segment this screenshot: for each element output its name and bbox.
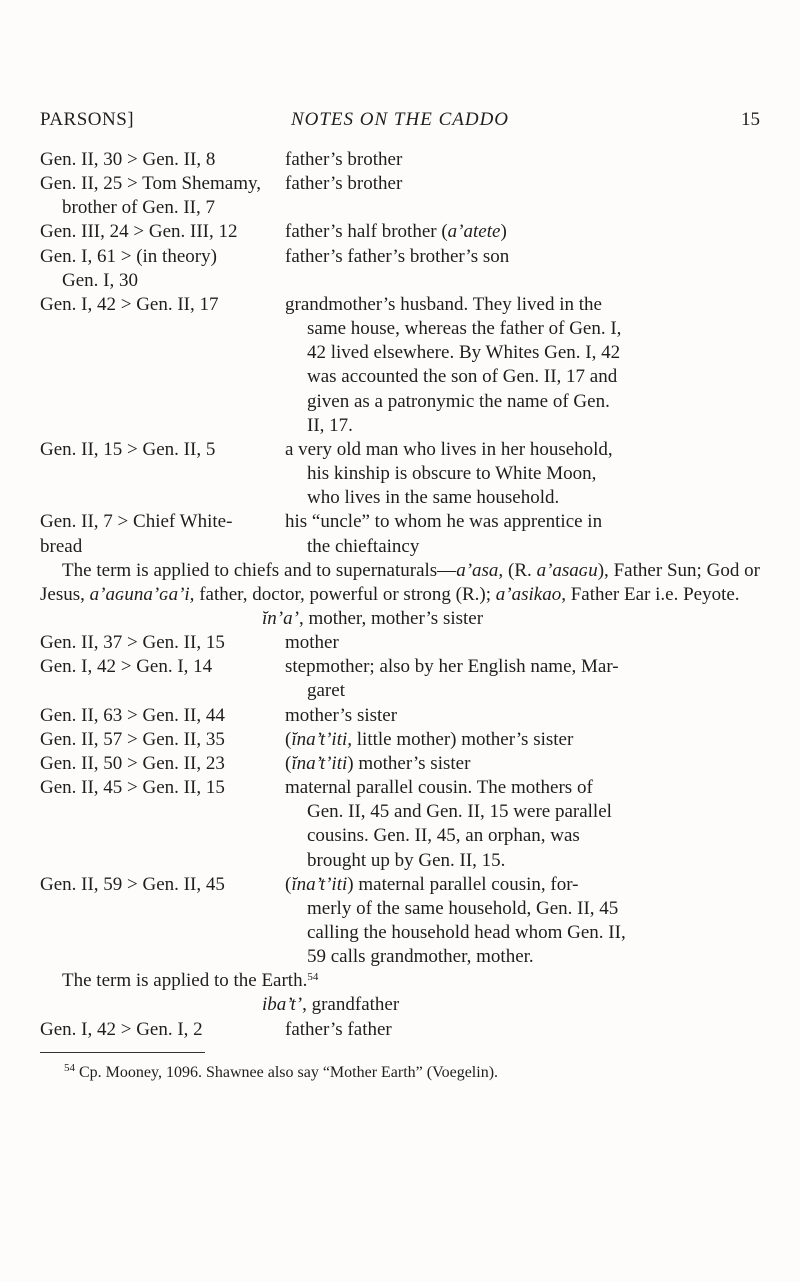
kin-gloss: a very old man who lives in her household, his kinship is obscure to White Moon, who lives in the same household. [285,438,613,509]
kin-gloss-cont: the chieftaincy [307,535,420,557]
kin-entry [40,220,760,244]
genealogy-ref: Gen. II, 45 > Gen. II, 15 [40,777,225,799]
page-number: 15 [741,109,760,130]
genealogy-ref: Gen. II, 7 > Chief White- [40,511,233,533]
paragraph-chiefs: The term is applied to chiefs and to supernaturals—a’asa, (R. a’asaɢu), Father Sun; God or Jesus, a’aɢuna’ɢa’i, father, doctor, powerful or strong (R.); a’asikao, Father Ear i.e. Peyote. [40,559,760,605]
kin-entry-continuation [40,269,760,293]
genealogy-ref: Gen. I, 42 > Gen. I, 14 [40,656,213,678]
running-head-title: NOTES ON THE CADDO [290,109,510,130]
kin-gloss: his “uncle” to whom he was apprentice in [285,511,603,533]
kin-entry [40,245,760,269]
kin-entry [40,728,760,752]
running-head-author: PARSONS] [40,109,135,130]
kin-entry [40,293,760,438]
genealogy-ref: Gen. II, 59 > Gen. II, 45 [40,873,225,895]
kin-entry [40,510,760,534]
caddo-term: iba’t’ [262,994,303,1016]
caddo-term: a’asikao, [495,583,566,605]
kinship-entries [40,148,760,1042]
footnote-ref[interactable]: 54 [307,971,319,984]
kin-gloss: mother’s sister [285,704,398,726]
term-heading: iba’t’, grandfather [262,994,400,1016]
genealogy-ref: Gen. III, 24 > Gen. III, 12 [40,221,238,243]
genealogy-ref: Gen. II, 50 > Gen. II, 23 [40,752,225,774]
genealogy-ref-cont: Gen. I, 30 [62,269,138,291]
genealogy-ref: Gen. II, 63 > Gen. II, 44 [40,704,225,726]
kin-entry [40,1018,760,1042]
footnote-number: 54 [64,1062,75,1074]
genealogy-ref-cont: brother of Gen. II, 7 [62,197,216,219]
genealogy-ref-cont: bread [40,535,83,557]
footnote [64,1063,498,1083]
kin-gloss: grandmother’s husband. They lived in the same house, whereas the father of Gen. I, 42 lived elsewhere. By Whites Gen. I, 42 was accounted the son of Gen. II, 17 and given as a patronymic the name of Gen. II, 17. [285,293,622,436]
genealogy-ref: Gen. I, 61 > (in theory) [40,245,217,267]
kin-entry-continuation [40,196,760,220]
kin-entry [40,704,760,728]
kin-gloss: (ĭna’t’iti, little mother) mother’s sister [285,728,574,750]
footnote-text: Cp. Mooney, 1096. Shawnee also say “Mother Earth” (Voegelin). [75,1064,499,1081]
kin-gloss: father’s brother [285,149,403,170]
genealogy-ref: Gen. II, 15 > Gen. II, 5 [40,438,216,460]
paragraph-earth: The term is applied to the Earth.$^{54}$ [62,970,319,992]
footnote-rule [40,1052,205,1053]
genealogy-ref: Gen. II, 37 > Gen. II, 15 [40,632,225,654]
kin-gloss: (ĭna’t’iti) maternal parallel cousin, for- merly of the same household, Gen. II, 45 calling the household head whom Gen. II, 59 calls grandmother, mother. [285,873,626,968]
caddo-term: a’aɢuna’ɢa’i, [89,583,195,605]
kin-entry [40,752,760,776]
kin-entry [40,438,760,510]
genealogy-ref: Gen. II, 25 > Tom Shemamy, [40,173,261,195]
kin-gloss: father’s half brother (a’atete) [285,221,507,243]
caddo-term: ĭna’t’iti [291,873,348,895]
kin-entry [40,873,760,970]
caddo-term: a’asaɢu [536,559,598,581]
genealogy-ref: Gen. II, 30 > Gen. II, 8 [40,149,216,170]
kin-gloss: mother [285,632,339,654]
caddo-term: ĭn’a’ [262,607,299,629]
kin-gloss: father’s father [285,1018,392,1040]
kin-gloss: (ĭna’t’iti) mother’s sister [285,752,471,774]
kin-gloss: father’s brother [285,173,403,195]
kin-entry [40,148,760,172]
caddo-term: ĭna’t’iti, [291,728,353,750]
kin-entry [40,172,760,196]
kin-entry [40,776,760,873]
kin-entry [40,631,760,655]
term-heading: ĭn’a’, mother, mother’s sister [262,607,484,629]
kin-gloss: maternal parallel cousin. The mothers of Gen. II, 45 and Gen. II, 15 were parallel cousins. Gen. II, 45, an orphan, was brought up by Gen. II, 15. [285,777,612,871]
kin-entry [40,655,760,703]
kin-gloss: stepmother; also by her English name, Mar- garet [285,656,619,702]
caddo-term: a’atete [447,221,501,243]
kin-entry-continuation [40,535,760,559]
genealogy-ref: Gen. II, 57 > Gen. II, 35 [40,728,225,750]
kin-gloss: father’s father’s brother’s son [285,245,510,267]
caddo-term: a’asa, [456,559,504,581]
genealogy-ref: Gen. I, 42 > Gen. I, 2 [40,1018,203,1040]
genealogy-ref: Gen. I, 42 > Gen. II, 17 [40,293,219,315]
caddo-term: ĭna’t’iti [291,752,348,774]
